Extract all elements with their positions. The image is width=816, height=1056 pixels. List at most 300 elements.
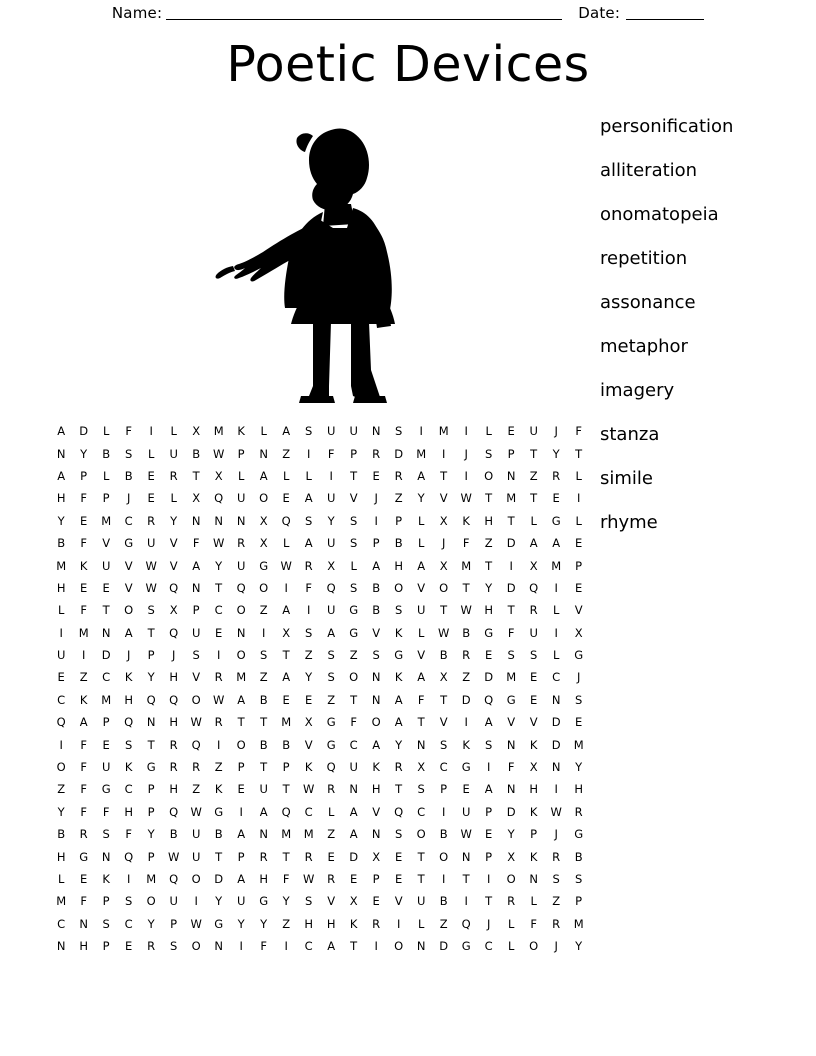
grid-cell[interactable]: I bbox=[464, 468, 469, 483]
grid-cell[interactable]: U bbox=[529, 424, 539, 439]
grid-cell[interactable]: E bbox=[327, 849, 335, 864]
grid-cell[interactable]: X bbox=[529, 558, 538, 573]
grid-cell[interactable]: Q bbox=[529, 580, 539, 595]
grid-cell[interactable]: N bbox=[551, 760, 561, 775]
grid-cell[interactable]: F bbox=[80, 760, 88, 775]
grid-cell[interactable]: C bbox=[102, 670, 111, 685]
grid-cell[interactable]: A bbox=[237, 872, 246, 886]
grid-cell[interactable]: O bbox=[259, 580, 269, 595]
grid-cell[interactable]: P bbox=[485, 849, 493, 864]
grid-cell[interactable]: G bbox=[259, 894, 269, 909]
grid-cell[interactable]: S bbox=[147, 603, 155, 618]
grid-cell[interactable]: O bbox=[146, 894, 156, 909]
grid-cell[interactable]: X bbox=[282, 625, 291, 640]
grid-cell[interactable]: A bbox=[484, 715, 493, 730]
grid-cell[interactable]: T bbox=[282, 782, 290, 797]
grid-cell[interactable]: U bbox=[236, 558, 246, 573]
grid-cell[interactable]: R bbox=[327, 782, 336, 797]
grid-cell[interactable]: O bbox=[349, 670, 359, 685]
grid-cell[interactable]: F bbox=[327, 446, 335, 461]
grid-cell[interactable]: T bbox=[485, 894, 493, 909]
grid-cell[interactable]: U bbox=[169, 446, 179, 461]
grid-cell[interactable]: H bbox=[304, 916, 314, 931]
grid-cell[interactable]: L bbox=[282, 468, 290, 483]
grid-cell[interactable]: I bbox=[59, 737, 64, 752]
grid-cell[interactable]: R bbox=[372, 446, 381, 461]
grid-cell[interactable]: C bbox=[417, 804, 426, 819]
grid-cell[interactable]: S bbox=[530, 648, 538, 663]
grid-cell[interactable]: W bbox=[460, 491, 473, 506]
grid-cell[interactable]: B bbox=[439, 648, 448, 663]
grid-cell[interactable]: V bbox=[507, 715, 516, 730]
grid-cell[interactable]: M bbox=[56, 558, 67, 573]
grid-cell[interactable]: D bbox=[506, 580, 516, 595]
grid-cell[interactable]: U bbox=[191, 849, 201, 864]
grid-cell[interactable]: A bbox=[417, 558, 426, 573]
grid-cell[interactable]: P bbox=[372, 872, 380, 886]
grid-cell[interactable]: E bbox=[372, 468, 380, 483]
grid-cell[interactable]: F bbox=[305, 580, 313, 595]
grid-cell[interactable]: T bbox=[147, 737, 155, 752]
grid-cell[interactable]: N bbox=[506, 468, 516, 483]
grid-cell[interactable]: I bbox=[464, 894, 469, 909]
grid-cell[interactable]: P bbox=[147, 782, 155, 797]
grid-cell[interactable]: T bbox=[485, 491, 493, 506]
grid-cell[interactable]: A bbox=[282, 424, 291, 439]
grid-cell[interactable]: W bbox=[190, 916, 203, 931]
grid-cell[interactable]: H bbox=[484, 603, 494, 618]
grid-cell[interactable]: H bbox=[169, 782, 179, 797]
grid-cell[interactable]: K bbox=[462, 737, 471, 752]
grid-cell[interactable]: N bbox=[371, 692, 381, 707]
grid-cell[interactable]: P bbox=[350, 446, 358, 461]
grid-cell[interactable]: P bbox=[147, 849, 155, 864]
grid-cell[interactable]: L bbox=[170, 491, 178, 506]
grid-cell[interactable]: I bbox=[464, 424, 469, 439]
grid-cell[interactable]: W bbox=[460, 603, 473, 618]
grid-cell[interactable]: R bbox=[79, 827, 88, 842]
grid-cell[interactable]: R bbox=[237, 536, 246, 551]
grid-cell[interactable]: B bbox=[124, 468, 133, 483]
word-search-grid[interactable] bbox=[50, 420, 590, 957]
grid-cell[interactable]: Q bbox=[236, 580, 246, 595]
grid-cell[interactable]: G bbox=[574, 648, 584, 663]
grid-cell[interactable]: W bbox=[167, 849, 180, 864]
grid-cell[interactable]: I bbox=[216, 648, 221, 663]
grid-cell[interactable]: B bbox=[439, 894, 448, 909]
grid-cell[interactable]: S bbox=[305, 625, 313, 640]
date-write-line[interactable] bbox=[626, 7, 704, 20]
grid-cell[interactable]: W bbox=[145, 558, 158, 573]
grid-cell[interactable]: D bbox=[79, 424, 89, 439]
grid-cell[interactable]: F bbox=[80, 491, 88, 506]
grid-cell[interactable]: E bbox=[462, 782, 470, 797]
grid-cell[interactable]: V bbox=[439, 715, 448, 730]
grid-cell[interactable]: N bbox=[371, 670, 381, 685]
grid-cell[interactable]: A bbox=[192, 558, 201, 573]
grid-cell[interactable]: S bbox=[507, 648, 515, 663]
grid-cell[interactable]: F bbox=[575, 424, 583, 439]
grid-cell[interactable]: G bbox=[461, 760, 471, 775]
grid-cell[interactable]: L bbox=[530, 894, 538, 909]
grid-cell[interactable]: Z bbox=[259, 670, 268, 685]
grid-cell[interactable]: J bbox=[374, 491, 379, 506]
grid-cell[interactable]: Z bbox=[304, 648, 313, 663]
grid-cell[interactable]: A bbox=[304, 536, 313, 551]
grid-cell[interactable]: M bbox=[506, 491, 517, 506]
grid-cell[interactable]: W bbox=[190, 715, 203, 730]
grid-cell[interactable]: T bbox=[215, 849, 223, 864]
grid-cell[interactable]: W bbox=[212, 692, 225, 707]
grid-cell[interactable]: Y bbox=[147, 916, 155, 931]
grid-cell[interactable]: T bbox=[260, 760, 268, 775]
grid-cell[interactable]: S bbox=[102, 827, 110, 842]
grid-cell[interactable]: E bbox=[305, 692, 313, 707]
grid-cell[interactable]: G bbox=[506, 692, 516, 707]
grid-cell[interactable]: O bbox=[236, 737, 246, 752]
grid-cell[interactable]: R bbox=[552, 849, 561, 864]
grid-cell[interactable]: Z bbox=[192, 782, 201, 797]
grid-cell[interactable]: B bbox=[439, 827, 448, 842]
grid-cell[interactable]: E bbox=[395, 849, 403, 864]
grid-cell[interactable]: H bbox=[529, 782, 539, 797]
grid-cell[interactable]: C bbox=[349, 737, 358, 752]
grid-cell[interactable]: R bbox=[147, 939, 156, 954]
grid-cell[interactable]: N bbox=[56, 939, 66, 954]
grid-cell[interactable]: Y bbox=[80, 446, 88, 461]
grid-cell[interactable]: I bbox=[509, 558, 514, 573]
grid-cell[interactable]: J bbox=[554, 827, 559, 842]
grid-cell[interactable]: R bbox=[507, 894, 516, 909]
grid-cell[interactable]: B bbox=[169, 827, 178, 842]
grid-cell[interactable]: Z bbox=[57, 782, 66, 797]
grid-cell[interactable]: N bbox=[461, 849, 471, 864]
grid-cell[interactable]: K bbox=[372, 760, 381, 775]
grid-cell[interactable]: G bbox=[101, 782, 111, 797]
grid-cell[interactable]: F bbox=[80, 894, 88, 909]
grid-cell[interactable]: X bbox=[439, 558, 448, 573]
grid-cell[interactable]: S bbox=[125, 737, 133, 752]
grid-cell[interactable]: D bbox=[506, 804, 516, 819]
grid-cell[interactable]: H bbox=[371, 782, 381, 797]
grid-cell[interactable]: P bbox=[102, 491, 110, 506]
grid-cell[interactable]: J bbox=[486, 916, 491, 931]
grid-cell[interactable]: B bbox=[57, 827, 66, 842]
grid-cell[interactable]: Y bbox=[170, 513, 178, 528]
grid-cell[interactable]: Y bbox=[575, 939, 583, 954]
grid-cell[interactable]: S bbox=[192, 648, 200, 663]
grid-cell[interactable]: T bbox=[260, 715, 268, 730]
grid-cell[interactable]: D bbox=[349, 849, 359, 864]
grid-cell[interactable]: P bbox=[170, 916, 178, 931]
grid-cell[interactable]: Y bbox=[507, 827, 515, 842]
grid-cell[interactable]: M bbox=[573, 737, 584, 752]
grid-cell[interactable]: E bbox=[102, 580, 110, 595]
grid-cell[interactable]: F bbox=[507, 760, 515, 775]
grid-cell[interactable]: U bbox=[259, 782, 269, 797]
grid-cell[interactable]: I bbox=[239, 804, 244, 819]
grid-cell[interactable]: B bbox=[259, 692, 268, 707]
grid-cell[interactable]: K bbox=[237, 424, 246, 439]
grid-cell[interactable]: L bbox=[507, 939, 515, 954]
grid-cell[interactable]: D bbox=[506, 536, 516, 551]
grid-cell[interactable]: L bbox=[147, 446, 155, 461]
grid-cell[interactable]: A bbox=[237, 692, 246, 707]
grid-cell[interactable]: S bbox=[575, 692, 583, 707]
grid-cell[interactable]: B bbox=[259, 737, 268, 752]
grid-cell[interactable]: S bbox=[327, 670, 335, 685]
grid-cell[interactable]: E bbox=[282, 491, 290, 506]
grid-cell[interactable]: Q bbox=[169, 692, 179, 707]
grid-cell[interactable]: K bbox=[462, 513, 471, 528]
grid-cell[interactable]: Q bbox=[169, 804, 179, 819]
grid-cell[interactable]: G bbox=[79, 849, 89, 864]
grid-cell[interactable]: N bbox=[101, 625, 111, 640]
grid-cell[interactable]: J bbox=[441, 536, 446, 551]
grid-cell[interactable]: O bbox=[416, 827, 426, 842]
grid-cell[interactable]: H bbox=[169, 670, 179, 685]
grid-cell[interactable]: E bbox=[372, 894, 380, 909]
grid-cell[interactable]: Q bbox=[326, 760, 336, 775]
grid-cell[interactable]: C bbox=[124, 782, 133, 797]
grid-cell[interactable]: M bbox=[236, 670, 247, 685]
grid-cell[interactable]: H bbox=[169, 715, 179, 730]
grid-cell[interactable]: G bbox=[551, 513, 561, 528]
grid-cell[interactable]: V bbox=[169, 536, 178, 551]
grid-cell[interactable]: M bbox=[416, 446, 427, 461]
grid-cell[interactable]: A bbox=[282, 603, 291, 618]
grid-cell[interactable]: W bbox=[190, 804, 203, 819]
grid-cell[interactable]: Q bbox=[56, 715, 66, 730]
grid-cell[interactable]: X bbox=[439, 513, 448, 528]
grid-cell[interactable]: P bbox=[102, 894, 110, 909]
grid-cell[interactable]: M bbox=[506, 670, 517, 685]
grid-cell[interactable]: I bbox=[126, 872, 131, 886]
grid-cell[interactable]: I bbox=[419, 424, 424, 439]
grid-cell[interactable]: X bbox=[214, 468, 223, 483]
grid-cell[interactable]: W bbox=[437, 625, 450, 640]
grid-cell[interactable]: G bbox=[124, 536, 134, 551]
grid-cell[interactable]: H bbox=[574, 782, 584, 797]
grid-cell[interactable]: Q bbox=[169, 625, 179, 640]
grid-cell[interactable]: R bbox=[169, 737, 178, 752]
grid-cell[interactable]: L bbox=[530, 513, 538, 528]
grid-cell[interactable]: E bbox=[102, 737, 110, 752]
grid-cell[interactable]: Y bbox=[57, 513, 65, 528]
grid-cell[interactable]: V bbox=[169, 558, 178, 573]
grid-cell[interactable]: P bbox=[102, 939, 110, 954]
grid-cell[interactable]: N bbox=[146, 715, 156, 730]
grid-cell[interactable]: K bbox=[124, 670, 133, 685]
grid-cell[interactable]: U bbox=[56, 648, 66, 663]
grid-cell[interactable]: K bbox=[394, 625, 403, 640]
grid-cell[interactable]: A bbox=[259, 804, 268, 819]
grid-cell[interactable]: T bbox=[440, 692, 448, 707]
grid-cell[interactable]: N bbox=[371, 827, 381, 842]
grid-cell[interactable]: T bbox=[530, 491, 538, 506]
grid-cell[interactable]: T bbox=[215, 580, 223, 595]
grid-cell[interactable]: Q bbox=[326, 580, 336, 595]
grid-cell[interactable]: I bbox=[464, 715, 469, 730]
grid-cell[interactable]: K bbox=[529, 849, 538, 864]
grid-cell[interactable]: Q bbox=[124, 715, 134, 730]
grid-cell[interactable]: O bbox=[191, 872, 201, 886]
grid-cell[interactable]: N bbox=[236, 625, 246, 640]
grid-cell[interactable]: B bbox=[102, 446, 111, 461]
grid-cell[interactable]: D bbox=[551, 715, 561, 730]
grid-cell[interactable]: P bbox=[485, 804, 493, 819]
grid-cell[interactable]: S bbox=[305, 513, 313, 528]
grid-cell[interactable]: Q bbox=[124, 849, 134, 864]
grid-cell[interactable]: E bbox=[215, 625, 223, 640]
grid-cell[interactable]: Y bbox=[237, 916, 245, 931]
grid-cell[interactable]: E bbox=[485, 648, 493, 663]
grid-cell[interactable]: I bbox=[396, 916, 401, 931]
grid-cell[interactable]: A bbox=[417, 670, 426, 685]
grid-cell[interactable]: V bbox=[372, 625, 381, 640]
grid-cell[interactable]: L bbox=[327, 804, 335, 819]
grid-cell[interactable]: T bbox=[417, 715, 425, 730]
grid-cell[interactable]: K bbox=[529, 737, 538, 752]
grid-cell[interactable]: Z bbox=[214, 760, 223, 775]
grid-cell[interactable]: R bbox=[327, 872, 336, 886]
grid-cell[interactable]: T bbox=[350, 692, 358, 707]
grid-cell[interactable]: N bbox=[56, 446, 66, 461]
grid-cell[interactable]: S bbox=[170, 939, 178, 954]
grid-cell[interactable]: L bbox=[260, 424, 268, 439]
grid-cell[interactable]: D bbox=[101, 648, 111, 663]
grid-cell[interactable]: F bbox=[80, 782, 88, 797]
grid-cell[interactable]: Y bbox=[147, 670, 155, 685]
grid-cell[interactable]: S bbox=[305, 894, 313, 909]
grid-cell[interactable]: R bbox=[304, 849, 313, 864]
grid-cell[interactable]: A bbox=[372, 558, 381, 573]
grid-cell[interactable]: U bbox=[461, 804, 471, 819]
grid-cell[interactable]: L bbox=[575, 468, 583, 483]
grid-cell[interactable]: U bbox=[416, 603, 426, 618]
grid-cell[interactable]: U bbox=[326, 603, 336, 618]
grid-cell[interactable]: L bbox=[417, 916, 425, 931]
grid-cell[interactable]: E bbox=[485, 827, 493, 842]
grid-cell[interactable]: R bbox=[552, 916, 561, 931]
grid-cell[interactable]: T bbox=[440, 603, 448, 618]
grid-cell[interactable]: M bbox=[78, 625, 89, 640]
grid-cell[interactable]: I bbox=[374, 939, 379, 954]
grid-cell[interactable]: R bbox=[574, 804, 583, 819]
grid-cell[interactable]: T bbox=[462, 872, 470, 886]
grid-cell[interactable]: R bbox=[462, 648, 471, 663]
grid-cell[interactable]: L bbox=[305, 468, 313, 483]
grid-cell[interactable]: F bbox=[80, 603, 88, 618]
grid-cell[interactable]: R bbox=[214, 715, 223, 730]
grid-cell[interactable]: S bbox=[440, 737, 448, 752]
grid-cell[interactable]: I bbox=[306, 603, 311, 618]
grid-cell[interactable]: H bbox=[56, 580, 66, 595]
grid-cell[interactable]: R bbox=[529, 603, 538, 618]
grid-cell[interactable]: V bbox=[529, 715, 538, 730]
grid-cell[interactable]: I bbox=[554, 580, 559, 595]
grid-cell[interactable]: F bbox=[462, 536, 470, 551]
grid-cell[interactable]: T bbox=[417, 872, 425, 886]
grid-cell[interactable]: B bbox=[57, 536, 66, 551]
grid-cell[interactable]: N bbox=[101, 849, 111, 864]
grid-cell[interactable]: L bbox=[575, 513, 583, 528]
grid-cell[interactable]: F bbox=[282, 872, 290, 886]
grid-cell[interactable]: C bbox=[57, 916, 66, 931]
grid-cell[interactable]: I bbox=[59, 625, 64, 640]
grid-cell[interactable]: Z bbox=[484, 536, 493, 551]
grid-cell[interactable]: V bbox=[124, 558, 133, 573]
grid-cell[interactable]: G bbox=[461, 939, 471, 954]
grid-cell[interactable]: T bbox=[507, 513, 515, 528]
grid-cell[interactable]: T bbox=[192, 468, 200, 483]
grid-cell[interactable]: W bbox=[302, 782, 315, 797]
grid-cell[interactable]: U bbox=[326, 536, 336, 551]
grid-cell[interactable]: T bbox=[282, 648, 290, 663]
grid-cell[interactable]: L bbox=[507, 916, 515, 931]
grid-cell[interactable]: P bbox=[102, 715, 110, 730]
grid-cell[interactable]: I bbox=[261, 625, 266, 640]
grid-cell[interactable]: U bbox=[236, 491, 246, 506]
grid-cell[interactable]: P bbox=[147, 648, 155, 663]
grid-cell[interactable]: N bbox=[506, 737, 516, 752]
grid-cell[interactable]: Q bbox=[394, 804, 404, 819]
grid-cell[interactable]: B bbox=[462, 625, 471, 640]
grid-cell[interactable]: P bbox=[192, 603, 200, 618]
grid-cell[interactable]: Z bbox=[282, 916, 291, 931]
grid-cell[interactable]: P bbox=[440, 782, 448, 797]
grid-cell[interactable]: O bbox=[439, 580, 449, 595]
grid-cell[interactable]: C bbox=[124, 513, 133, 528]
grid-cell[interactable]: R bbox=[372, 916, 381, 931]
grid-cell[interactable]: I bbox=[441, 446, 446, 461]
grid-cell[interactable]: Q bbox=[461, 916, 471, 931]
grid-cell[interactable]: O bbox=[236, 603, 246, 618]
grid-cell[interactable]: Z bbox=[394, 491, 403, 506]
grid-cell[interactable]: K bbox=[79, 558, 88, 573]
grid-cell[interactable]: D bbox=[394, 446, 404, 461]
grid-cell[interactable]: M bbox=[56, 894, 67, 909]
grid-cell[interactable]: T bbox=[147, 625, 155, 640]
grid-cell[interactable]: O bbox=[191, 939, 201, 954]
grid-cell[interactable]: P bbox=[237, 849, 245, 864]
grid-cell[interactable]: I bbox=[194, 894, 199, 909]
grid-cell[interactable]: S bbox=[350, 536, 358, 551]
grid-cell[interactable]: M bbox=[573, 916, 584, 931]
grid-cell[interactable]: P bbox=[507, 446, 515, 461]
grid-cell[interactable]: L bbox=[57, 603, 65, 618]
grid-cell[interactable]: K bbox=[214, 782, 223, 797]
grid-cell[interactable]: T bbox=[237, 715, 245, 730]
grid-cell[interactable]: R bbox=[259, 849, 268, 864]
grid-cell[interactable]: A bbox=[282, 670, 291, 685]
grid-cell[interactable]: Q bbox=[169, 580, 179, 595]
grid-cell[interactable]: T bbox=[282, 849, 290, 864]
grid-cell[interactable]: F bbox=[80, 804, 88, 819]
grid-cell[interactable]: O bbox=[529, 939, 539, 954]
grid-cell[interactable]: M bbox=[551, 558, 562, 573]
grid-cell[interactable]: E bbox=[575, 536, 583, 551]
grid-cell[interactable]: M bbox=[281, 827, 292, 842]
grid-cell[interactable]: D bbox=[551, 737, 561, 752]
grid-cell[interactable]: D bbox=[461, 692, 471, 707]
grid-cell[interactable]: A bbox=[372, 737, 381, 752]
grid-cell[interactable]: W bbox=[460, 827, 473, 842]
grid-cell[interactable]: R bbox=[169, 468, 178, 483]
grid-cell[interactable]: C bbox=[552, 670, 561, 685]
grid-cell[interactable]: T bbox=[350, 468, 358, 483]
grid-cell[interactable]: X bbox=[169, 603, 178, 618]
